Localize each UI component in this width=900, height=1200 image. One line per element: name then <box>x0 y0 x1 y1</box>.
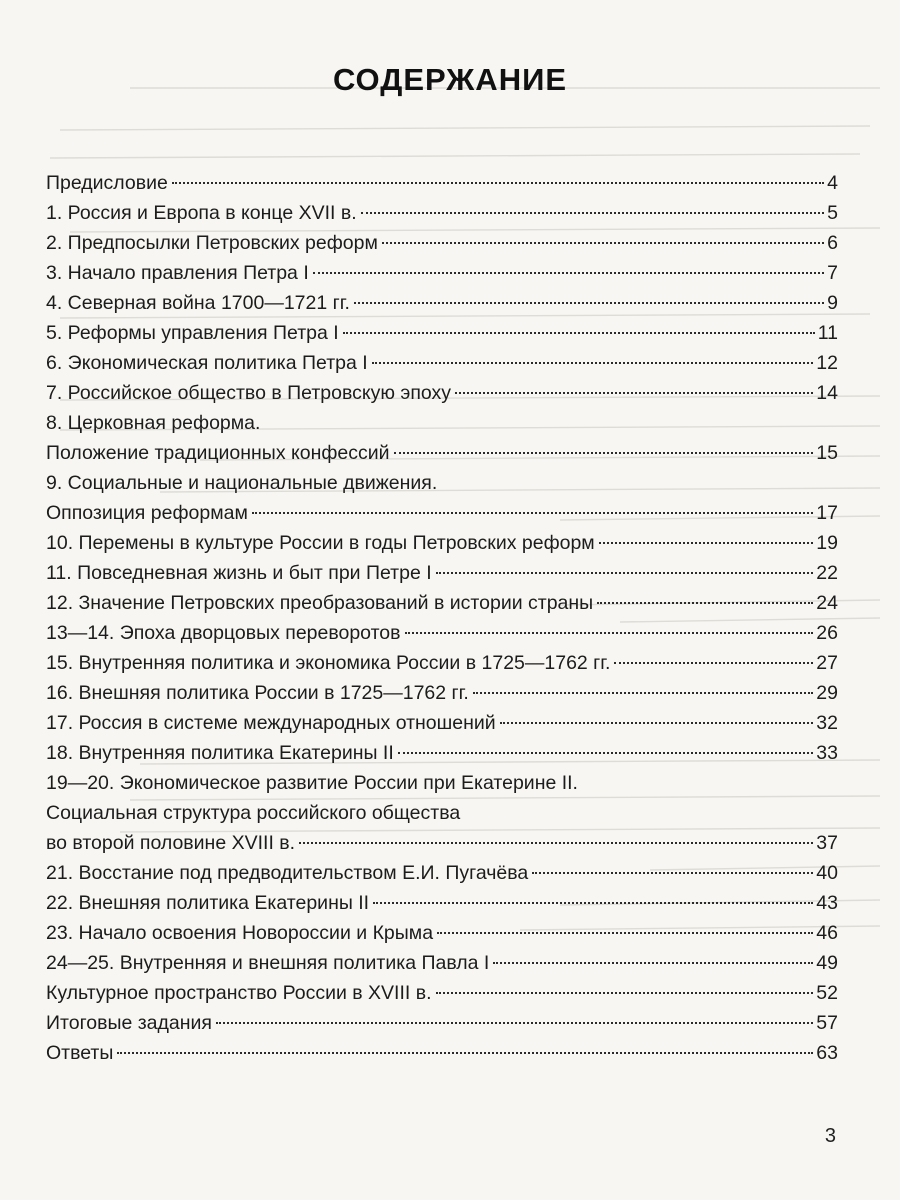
toc-entry-page: 17 <box>816 502 838 524</box>
toc-entry-label: 21. Восстание под предводительством Е.И. Пугачёва <box>46 862 529 884</box>
toc-entry-7[interactable] <box>46 378 838 408</box>
toc-entry-2[interactable] <box>46 228 838 258</box>
toc-entry-18[interactable] <box>46 738 838 768</box>
toc-entry-12[interactable] <box>46 588 838 618</box>
toc-entry-page: 32 <box>816 712 838 734</box>
page-number: 3 <box>824 1125 836 1147</box>
toc-entry-page: 19 <box>816 532 838 554</box>
toc-entry-21[interactable] <box>46 858 838 888</box>
toc-entry-label: 7. Российское общество в Петровскую эпоху <box>46 382 452 404</box>
toc-entry-9-line1[interactable] <box>46 468 838 498</box>
toc-entry-16[interactable] <box>46 678 838 708</box>
toc-entry-label: 15. Внутренняя политика и экономика России в 1725—1762 гг. <box>46 652 611 674</box>
toc-entry-page: 37 <box>816 832 838 854</box>
toc-entry-label: 9. Социальные и национальные движения. <box>46 472 438 494</box>
toc-entry-page: 33 <box>816 742 838 764</box>
dot-leader <box>172 182 824 184</box>
dot-leader <box>500 722 814 724</box>
toc-entry-page: 6 <box>827 232 838 254</box>
toc-entry-label: Ответы <box>46 1042 114 1064</box>
dot-leader <box>343 332 815 334</box>
dot-leader <box>354 302 824 304</box>
dot-leader <box>599 542 814 544</box>
toc-entry-label: 22. Внешняя политика Екатерины II <box>46 892 370 914</box>
toc-entry-22[interactable] <box>46 888 838 918</box>
toc-entry-culture[interactable] <box>46 978 838 1008</box>
dot-leader <box>398 752 814 754</box>
toc-entry-11[interactable] <box>46 558 838 588</box>
toc-entry-preface[interactable] <box>46 168 838 198</box>
toc-entry-23[interactable] <box>46 918 838 948</box>
toc-entry-13-14[interactable] <box>46 618 838 648</box>
toc-entry-label: 6. Экономическая политика Петра I <box>46 352 368 374</box>
table-of-contents <box>46 168 838 1068</box>
toc-entry-page: 11 <box>817 322 838 344</box>
toc-entry-19-20-line3[interactable] <box>46 828 838 858</box>
toc-entry-label: 4. Северная война 1700—1721 гг. <box>46 292 350 314</box>
dot-leader <box>372 362 814 364</box>
dot-leader <box>361 212 825 214</box>
toc-entry-label: Предисловие <box>46 172 168 194</box>
toc-entry-label: 18. Внутренняя политика Екатерины II <box>46 742 394 764</box>
toc-entry-4[interactable] <box>46 288 838 318</box>
toc-entry-label: 23. Начало освоения Новороссии и Крыма <box>46 922 434 944</box>
toc-entry-19-20-line1[interactable] <box>46 768 838 798</box>
toc-entry-label: 13—14. Эпоха дворцовых переворотов <box>46 622 401 644</box>
toc-entry-label: 5. Реформы управления Петра I <box>46 322 339 344</box>
dot-leader <box>614 662 813 664</box>
toc-entry-label: во второй половине XVIII в. <box>46 832 296 854</box>
dot-leader <box>473 692 813 694</box>
toc-entry-page: 12 <box>816 352 838 374</box>
toc-entry-page: 43 <box>816 892 838 914</box>
toc-entry-17[interactable] <box>46 708 838 738</box>
toc-entry-1[interactable] <box>46 198 838 228</box>
dot-leader <box>299 842 813 844</box>
toc-entry-label: 17. Россия в системе международных отношений <box>46 712 496 734</box>
toc-entry-page: 5 <box>827 202 838 224</box>
page-title: СОДЕРЖАНИЕ <box>332 62 568 97</box>
dot-leader <box>216 1022 813 1024</box>
toc-entry-page: 22 <box>816 562 838 584</box>
toc-entry-8-line2[interactable] <box>46 438 838 468</box>
toc-entry-label: 19—20. Экономическое развитие России при Екатерине II. <box>46 772 578 794</box>
toc-entry-label: 10. Перемены в культуре России в годы Петровских реформ <box>46 532 595 554</box>
dot-leader <box>437 932 813 934</box>
toc-entry-page: 4 <box>827 172 838 194</box>
toc-entry-page: 29 <box>816 682 838 704</box>
dot-leader <box>455 392 813 394</box>
toc-entry-label: Культурное пространство России в XVIII в. <box>46 982 432 1004</box>
dot-leader <box>117 1052 813 1054</box>
toc-entry-label: Оппозиция реформам <box>46 502 248 524</box>
toc-entry-page: 46 <box>816 922 838 944</box>
toc-entry-page: 9 <box>827 292 838 314</box>
dot-leader <box>373 902 813 904</box>
toc-entry-page: 49 <box>816 952 838 974</box>
toc-entry-label: 11. Повседневная жизнь и быт при Петре I <box>46 562 432 584</box>
toc-entry-9-line2[interactable] <box>46 498 838 528</box>
toc-entry-page: 7 <box>827 262 838 284</box>
toc-entry-page: 40 <box>816 862 838 884</box>
toc-entry-label: 8. Церковная реформа. <box>46 412 261 434</box>
toc-entry-page: 63 <box>816 1042 838 1064</box>
toc-entry-answers[interactable] <box>46 1038 838 1068</box>
dot-leader <box>493 962 813 964</box>
toc-entry-10[interactable] <box>46 528 838 558</box>
toc-entry-page: 26 <box>816 622 838 644</box>
toc-entry-5[interactable] <box>46 318 838 348</box>
dot-leader <box>436 572 814 574</box>
dot-leader <box>313 272 824 274</box>
toc-entry-label: 16. Внешняя политика России в 1725—1762 гг. <box>46 682 469 704</box>
toc-entry-final-tasks[interactable] <box>46 1008 838 1038</box>
dot-leader <box>382 242 824 244</box>
toc-entry-page: 14 <box>816 382 838 404</box>
toc-entry-label: Итоговые задания <box>46 1012 212 1034</box>
toc-entry-19-20-line2[interactable] <box>46 798 838 828</box>
toc-entry-page: 24 <box>816 592 838 614</box>
dot-leader <box>405 632 814 634</box>
toc-entry-page: 27 <box>816 652 838 674</box>
dot-leader <box>436 992 814 994</box>
toc-entry-label: 12. Значение Петровских преобразований в истории страны <box>46 592 594 614</box>
toc-entry-6[interactable] <box>46 348 838 378</box>
toc-entry-page: 15 <box>816 442 838 464</box>
toc-entry-24-25[interactable] <box>46 948 838 978</box>
toc-entry-label: 1. Россия и Европа в конце XVII в. <box>46 202 357 224</box>
dot-leader <box>252 512 813 514</box>
toc-entry-label: 24—25. Внутренняя и внешняя политика Павла I <box>46 952 490 974</box>
dot-leader <box>394 452 814 454</box>
dot-leader <box>532 872 813 874</box>
dot-leader <box>597 602 813 604</box>
toc-entry-label: 2. Предпосылки Петровских реформ <box>46 232 378 254</box>
toc-entry-page: 52 <box>816 982 838 1004</box>
toc-entry-8-line1[interactable] <box>46 408 838 438</box>
toc-entry-page: 57 <box>816 1012 838 1034</box>
toc-entry-label: Положение традиционных конфессий <box>46 442 390 464</box>
toc-entry-15[interactable] <box>46 648 838 678</box>
toc-entry-3[interactable] <box>46 258 838 288</box>
toc-entry-label: Социальная структура российского общества <box>46 802 461 824</box>
toc-entry-label: 3. Начало правления Петра I <box>46 262 309 284</box>
